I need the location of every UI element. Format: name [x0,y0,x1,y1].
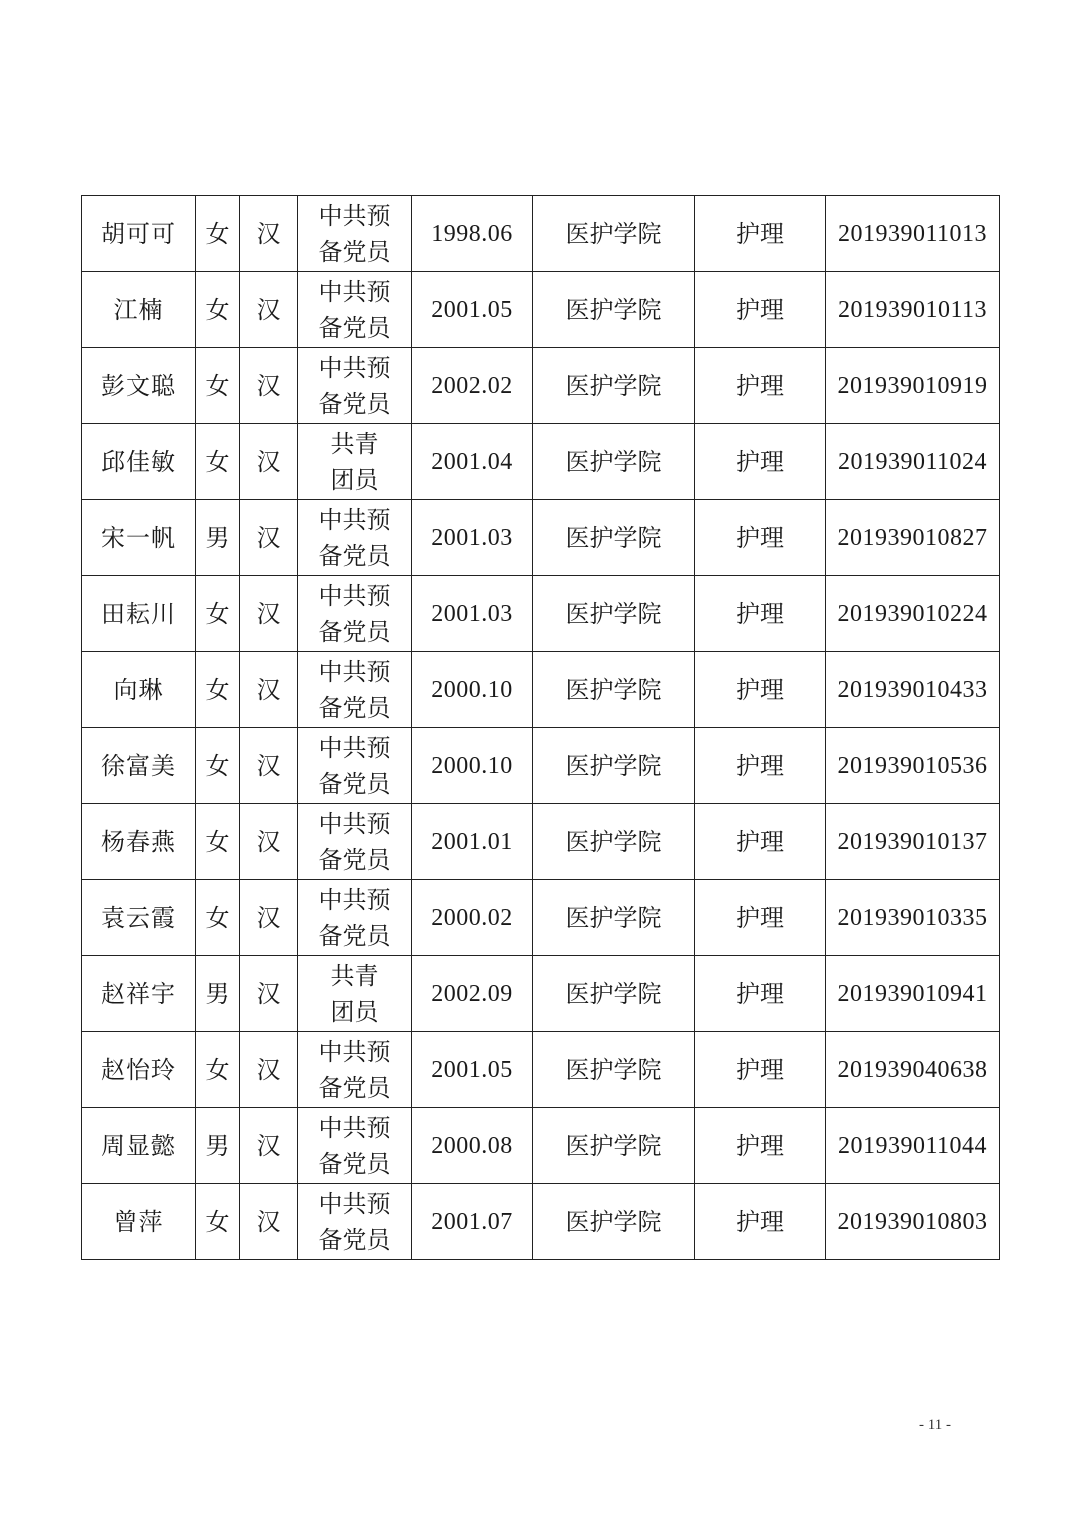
table-row [82,1032,1000,1108]
major-cell: 护理 [695,1032,826,1108]
college-cell: 医护学院 [533,272,695,348]
major-cell: 护理 [695,1184,826,1260]
ethnicity-cell: 汉 [240,880,298,956]
student-id-cell: 201939011013 [826,196,1000,272]
name-cell: 彭文聪 [82,348,196,424]
college-cell: 医护学院 [533,652,695,728]
student-roster-table [81,195,1000,1260]
ethnicity-cell: 汉 [240,1184,298,1260]
name-cell: 宋一帆 [82,500,196,576]
gender-cell: 女 [196,1184,240,1260]
college-cell: 医护学院 [533,196,695,272]
ethnicity-cell: 汉 [240,728,298,804]
birth-date-cell: 2000.02 [412,880,533,956]
political-status-cell: 共青 团员 [298,956,412,1032]
political-status-cell: 中共预 备党员 [298,1184,412,1260]
birth-date-cell: 2001.04 [412,424,533,500]
college-cell: 医护学院 [533,576,695,652]
ethnicity-cell: 汉 [240,1108,298,1184]
gender-cell: 女 [196,424,240,500]
roster-body [82,196,1000,1260]
table-row [82,424,1000,500]
gender-cell: 男 [196,956,240,1032]
student-id-cell: 201939011044 [826,1108,1000,1184]
name-cell: 赵怡玲 [82,1032,196,1108]
college-cell: 医护学院 [533,1184,695,1260]
ethnicity-cell: 汉 [240,652,298,728]
table-row [82,196,1000,272]
political-status-cell: 中共预 备党员 [298,348,412,424]
table-row [82,880,1000,956]
political-status-cell: 中共预 备党员 [298,652,412,728]
student-id-cell: 201939010224 [826,576,1000,652]
major-cell: 护理 [695,576,826,652]
birth-date-cell: 2001.03 [412,500,533,576]
major-cell: 护理 [695,424,826,500]
student-id-cell: 201939010433 [826,652,1000,728]
major-cell: 护理 [695,348,826,424]
major-cell: 护理 [695,1108,826,1184]
ethnicity-cell: 汉 [240,348,298,424]
major-cell: 护理 [695,956,826,1032]
student-id-cell: 201939010335 [826,880,1000,956]
table-row [82,728,1000,804]
table-row [82,652,1000,728]
ethnicity-cell: 汉 [240,956,298,1032]
political-status-cell: 中共预 备党员 [298,576,412,652]
political-status-cell: 共青 团员 [298,424,412,500]
student-id-cell: 201939010536 [826,728,1000,804]
name-cell: 徐富美 [82,728,196,804]
birth-date-cell: 2001.03 [412,576,533,652]
student-id-cell: 201939010803 [826,1184,1000,1260]
gender-cell: 女 [196,272,240,348]
birth-date-cell: 2001.07 [412,1184,533,1260]
college-cell: 医护学院 [533,348,695,424]
political-status-cell: 中共预 备党员 [298,272,412,348]
major-cell: 护理 [695,804,826,880]
gender-cell: 女 [196,728,240,804]
gender-cell: 女 [196,1032,240,1108]
major-cell: 护理 [695,500,826,576]
name-cell: 江楠 [82,272,196,348]
student-id-cell: 201939010113 [826,272,1000,348]
ethnicity-cell: 汉 [240,804,298,880]
table-row [82,804,1000,880]
political-status-cell: 中共预 备党员 [298,196,412,272]
birth-date-cell: 2001.05 [412,272,533,348]
political-status-cell: 中共预 备党员 [298,880,412,956]
gender-cell: 女 [196,348,240,424]
college-cell: 医护学院 [533,956,695,1032]
birth-date-cell: 2000.08 [412,1108,533,1184]
birth-date-cell: 2002.02 [412,348,533,424]
political-status-cell: 中共预 备党员 [298,728,412,804]
gender-cell: 女 [196,804,240,880]
name-cell: 向琳 [82,652,196,728]
table-row [82,1184,1000,1260]
student-id-cell: 201939010941 [826,956,1000,1032]
gender-cell: 女 [196,196,240,272]
table-row [82,956,1000,1032]
college-cell: 医护学院 [533,728,695,804]
political-status-cell: 中共预 备党员 [298,1032,412,1108]
table-row [82,576,1000,652]
birth-date-cell: 2001.05 [412,1032,533,1108]
gender-cell: 女 [196,652,240,728]
ethnicity-cell: 汉 [240,272,298,348]
college-cell: 医护学院 [533,424,695,500]
name-cell: 赵祥宇 [82,956,196,1032]
name-cell: 田耘川 [82,576,196,652]
name-cell: 袁云霞 [82,880,196,956]
college-cell: 医护学院 [533,880,695,956]
major-cell: 护理 [695,272,826,348]
college-cell: 医护学院 [533,500,695,576]
major-cell: 护理 [695,728,826,804]
table-row [82,272,1000,348]
name-cell: 邱佳敏 [82,424,196,500]
page-number: - 11 - [919,1417,951,1433]
table-row [82,1108,1000,1184]
gender-cell: 男 [196,1108,240,1184]
political-status-cell: 中共预 备党员 [298,804,412,880]
major-cell: 护理 [695,652,826,728]
table-row [82,500,1000,576]
name-cell: 杨春燕 [82,804,196,880]
name-cell: 周显懿 [82,1108,196,1184]
student-id-cell: 201939010827 [826,500,1000,576]
birth-date-cell: 2001.01 [412,804,533,880]
birth-date-cell: 2000.10 [412,728,533,804]
student-id-cell: 201939011024 [826,424,1000,500]
gender-cell: 男 [196,500,240,576]
gender-cell: 女 [196,576,240,652]
college-cell: 医护学院 [533,1032,695,1108]
student-id-cell: 201939040638 [826,1032,1000,1108]
birth-date-cell: 2002.09 [412,956,533,1032]
major-cell: 护理 [695,880,826,956]
college-cell: 医护学院 [533,804,695,880]
ethnicity-cell: 汉 [240,576,298,652]
name-cell: 曾萍 [82,1184,196,1260]
name-cell: 胡可可 [82,196,196,272]
political-status-cell: 中共预 备党员 [298,500,412,576]
political-status-cell: 中共预 备党员 [298,1108,412,1184]
ethnicity-cell: 汉 [240,196,298,272]
birth-date-cell: 1998.06 [412,196,533,272]
major-cell: 护理 [695,196,826,272]
student-id-cell: 201939010137 [826,804,1000,880]
ethnicity-cell: 汉 [240,500,298,576]
ethnicity-cell: 汉 [240,424,298,500]
college-cell: 医护学院 [533,1108,695,1184]
ethnicity-cell: 汉 [240,1032,298,1108]
gender-cell: 女 [196,880,240,956]
birth-date-cell: 2000.10 [412,652,533,728]
student-id-cell: 201939010919 [826,348,1000,424]
table-row [82,348,1000,424]
